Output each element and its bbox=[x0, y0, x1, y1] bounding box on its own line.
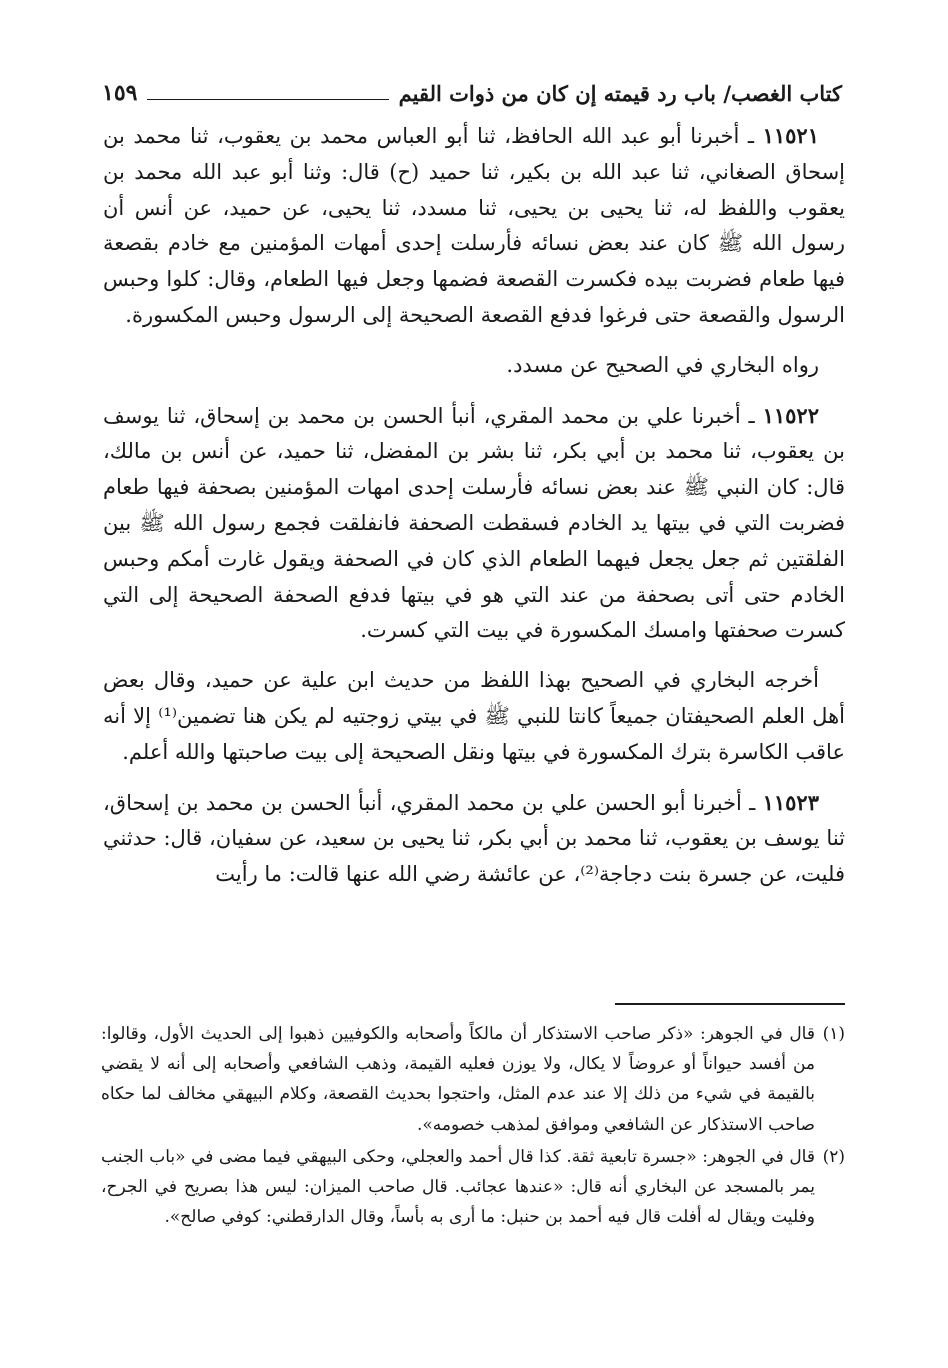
page-number: ١٥٩ bbox=[102, 80, 138, 106]
hadith-number: ١١٥٢١ bbox=[762, 123, 819, 148]
commentary-text: أخرجه البخاري في الصحيح بهذا اللفظ من حديث ابن علية عن حميد، وقال بعض أهل العلم الصحيفتان جميعاً كانتا للنبي ﷺ في بيتي زوجتيه لم يكن هنا تضمين⁽¹⁾ إلا أنه عاقب الكاسرة بترك المكسورة في بيتها ونقل الصحيحة إلى بيت صاحبتها والله أعلم. bbox=[103, 668, 845, 764]
commentary-paragraph bbox=[103, 663, 845, 770]
hadith-number: ١١٥٢٣ bbox=[762, 789, 819, 815]
footnote-mark: (٢) bbox=[822, 1146, 845, 1167]
chapter-title: كتاب الغصب/ باب رد قيمته إن كان من ذوات القيم bbox=[398, 80, 842, 106]
hadith-paragraph bbox=[103, 398, 845, 650]
hadith-number: ١١٥٢٢ bbox=[762, 402, 819, 428]
commentary-paragraph bbox=[103, 348, 845, 384]
footnote-text: قال في الجوهر: «ذكر صاحب الاستذكار أن مالكاً وأصحابه والكوفيين ذهبوا إلى الحديث الأول، وقالوا: من أفسد حيواناً أو عروضاً لا يكال، ولا يوزن فعليه القيمة، وذهب الشافعي وأصحابه إلى أنه لا يقضي بالقيمة في شيء من ذلك إلا عند عدم المثل، واحتجوا بحديث القصعة، وكلام البيهقي مخالف لما حكاه صاحب الاستذكار عن الشافعي وموافق لمذهب خصومه». bbox=[101, 1024, 815, 1135]
hadith-paragraph bbox=[103, 785, 845, 893]
hadith-text: ـ أخبرنا أبو عبد الله الحافظ، ثنا أبو العباس محمد بن يعقوب، ثنا محمد بن إسحاق الصغاني، ثنا عبد الله بن بكير، ثنا حميد (ح) قال: وثنا أبو عبد الله محمد بن يعقوب واللفظ له، ثنا يحيى بن يحيى، ثنا مسدد، ثنا يحيى، عن حميد، عن أنس أن رسول الله ﷺ كان عند بعض نسائه فأرسلت إحدى أمهات المؤمنين مع خادم بقصعة فيها طعام فضربت بيده فكسرت القصعة فضمها وجعل فيها الطعام، وقال: كلوا وحبس الرسول والقصعة حتى فرغوا فدفع القصعة الصحيحة إلى الرسول وحبس المكسورة. bbox=[103, 124, 845, 327]
running-header bbox=[102, 76, 842, 110]
hadith-text: ـ أخبرنا أبو الحسن علي بن محمد المقري، أنبأ الحسن بن محمد بن إسحاق، ثنا يوسف بن يعقوب، ثنا محمد بن أبي بكر، ثنا يحيى بن سعيد، عن سفيان، قال: حدثني فليت، عن جسرة بنت دجاجة⁽²⁾، عن عائشة رضي الله عنها قالت: ما رأيت bbox=[103, 790, 845, 887]
footnote-separator bbox=[615, 1003, 845, 1005]
main-text bbox=[103, 118, 845, 907]
header-rule bbox=[147, 99, 388, 100]
footnotes bbox=[101, 1019, 845, 1234]
footnote bbox=[101, 1019, 845, 1140]
hadith-paragraph bbox=[103, 118, 845, 334]
footnote-text: قال في الجوهر: «جسرة تابعية ثقة. كذا قال أحمد والعجلي، وحكى البيهقي فيما مضى في «باب الجنب يمر بالمسجد عن البخاري أنه قال: «عندها عجائب. قال صاحب الميزان: ليس هذا بصريح في الجرح، وفليت ويقال له أفلت قال فيه أحمد بن حنبل: ما أرى به بأساً، وقال الدارقطني: كوفي صالح». bbox=[101, 1146, 815, 1228]
footnote-mark: (١) bbox=[822, 1024, 845, 1044]
commentary-text: رواه البخاري في الصحيح عن مسدد. bbox=[506, 352, 819, 377]
footnote bbox=[101, 1142, 845, 1233]
hadith-text: ـ أخبرنا علي بن محمد المقري، أنبأ الحسن بن محمد بن إسحاق، ثنا يوسف بن يعقوب، ثنا محمد بن أبي بكر، ثنا بشر بن المفضل، ثنا حميد، عن أنس بن مالك، قال: كان النبي ﷺ عند بعض نسائه فأرسلت إحدى امهات المؤمنين بصحفة فيها طعام فضربت التي في بيتها يد الخادم فسقطت الصحفة فانفلقت فجمع رسول الله ﷺ بين الفلقتين ثم جعل يجعل فيهما الطعام الذي كان في الصحفة ويقول غارت أمكم وحبس الخادم حتى أتى بصحفة من عند التي هو في بيتها فدفع الصحفة الصحيحة إلى التي كسرت صحفتها وامسك المكسورة في بيت التي كسرت. bbox=[103, 403, 846, 643]
